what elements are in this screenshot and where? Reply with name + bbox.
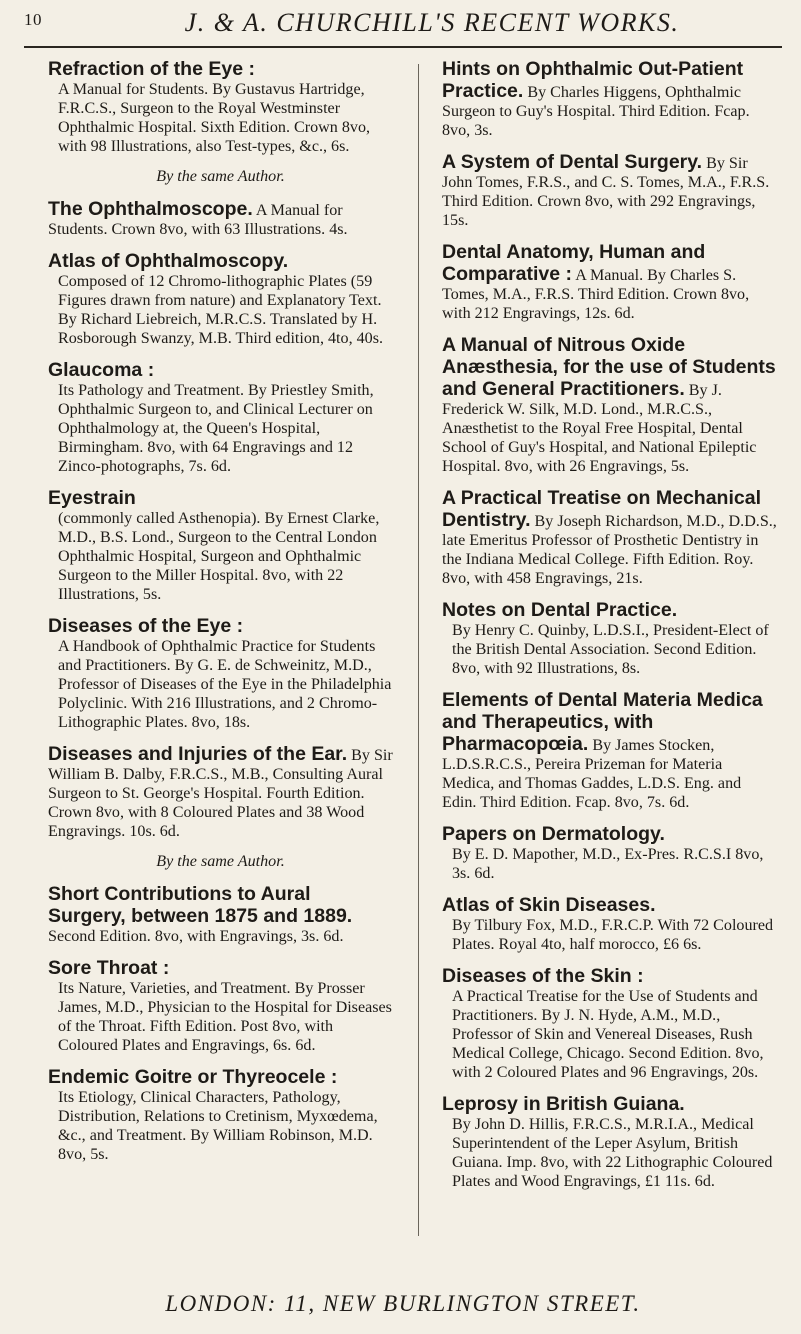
book-entry (48, 883, 393, 946)
book-description: By Sir John Tomes, F.R.S., and C. S. Tomes, M.A., F.R.S. Third Edition. Crown 8vo, with 292 Engravings, 15s. (442, 155, 770, 229)
book-entry (442, 599, 777, 678)
book-entry (442, 151, 777, 230)
book-entry (442, 689, 777, 812)
book-title: Endemic Goitre or Thyreocele : (48, 1066, 338, 1088)
book-entry (48, 743, 393, 841)
book-title: Atlas of Ophthalmoscopy. (48, 250, 289, 272)
book-description: By James Stocken, L.D.S.R.C.S., Pereira Prizeman for Materia Medica, and Thomas Gaddes, L.D.S. Eng. and Edin. Third Edition. Fcap. 8vo, 7s. 6d. (442, 737, 742, 811)
book-description: (commonly called Asthenopia). By Ernest Clarke, M.D., B.S. Lond., Surgeon to the Central London Ophthalmic Hospital, Surgeon and Ophthalmic Surgeon to the Miller Hospital. 8vo, with 22 Illustrations, 5s. (58, 510, 380, 603)
book-title: Sore Throat : (48, 957, 170, 979)
book-title: Leprosy in British Guiana. (442, 1093, 685, 1115)
book-entry (442, 334, 777, 476)
book-title: Papers on Dermatology. (442, 823, 665, 845)
book-entry (48, 58, 393, 156)
book-description: Its Pathology and Treatment. By Priestley Smith, Ophthalmic Surgeon to, and Clinical Lecturer on Ophthalmology at, the Queen's Hospital, Birmingham. 8vo, with 64 Engravings and 12 Zinco-photographs, 7s. 6d. (58, 382, 374, 475)
book-title: The Ophthalmoscope. (48, 198, 253, 220)
book-entry (48, 1066, 393, 1164)
book-entry (48, 615, 393, 732)
book-title: Dental Anatomy, Human and Comparative : (442, 241, 706, 285)
book-description: By Sir William B. Dalby, F.R.C.S., M.B., Consulting Aural Surgeon to St. George's Hospital. Fourth Edition. Crown 8vo, with 8 Coloured Plates and 38 Wood Engravings. 10s. 6d. (48, 747, 393, 840)
book-title: A System of Dental Surgery. (442, 151, 703, 173)
book-entry (442, 894, 777, 954)
book-title: Elements of Dental Materia Medica and Therapeutics, with Pharmacopœia. (442, 689, 763, 755)
book-description: Its Etiology, Clinical Characters, Pathology, Distribution, Relations to Cretinism, Myxœdema, &c., and Treatment. By William Robinson, M.D. 8vo, 5s. (58, 1089, 378, 1163)
book-title: A Manual of Nitrous Oxide Anæsthesia, for the use of Students and General Practitioners. (442, 334, 776, 400)
book-title: Eyestrain (48, 487, 136, 509)
book-entry (442, 241, 777, 323)
book-description: By Joseph Richardson, M.D., D.D.S., late Emeritus Professor of Prosthetic Dentistry in the Indiana Medical College. Fifth Edition. Roy. 8vo, with 458 Engravings, 21s. (442, 513, 777, 587)
book-description: Second Edition. 8vo, with Engravings, 3s. 6d. (48, 928, 344, 945)
book-description: A Manual. By Charles S. Tomes, M.A., F.R.S. Third Edition. Crown 8vo, with 212 Engravings, 12s. 6d. (442, 267, 750, 322)
book-title: Diseases of the Eye : (48, 615, 244, 637)
book-entry (48, 198, 393, 239)
book-description: Composed of 12 Chromo-lithographic Plates (59 Figures drawn from nature) and Explanatory Text. By Richard Liebreich, M.R.C.S. Translated by H. Rosborough Swanzy, M.B. Third edition, 4to, 40s. (58, 273, 384, 347)
book-description: Its Nature, Varieties, and Treatment. By Prosser James, M.D., Physician to the Hospital for Diseases of the Throat. Fifth Edition. Post 8vo, with Coloured Plates and Engravings, 6s. 6d. (58, 980, 392, 1054)
page-number: 10 (24, 10, 42, 29)
book-entry (48, 359, 393, 476)
book-title: Refraction of the Eye : (48, 58, 255, 80)
book-entry (442, 58, 777, 140)
book-entry (48, 487, 393, 604)
book-description: By Henry C. Quinby, L.D.S.I., President-Elect of the British Dental Association. Second Edition. 8vo, with 92 Illustrations, 8s. (452, 622, 769, 677)
left-column (48, 58, 393, 1175)
book-description: By John D. Hillis, F.R.C.S., M.R.I.A., Medical Superintendent of the Leper Asylum, British Guiana. Imp. 8vo, with 22 Lithographic Coloured Plates and Wood Engravings, £1 11s. 6d. (452, 1116, 773, 1190)
same-author-note: By the same Author. (156, 168, 285, 185)
right-column (442, 58, 777, 1202)
book-description: By E. D. Mapother, M.D., Ex-Pres. R.C.S.I 8vo, 3s. 6d. (452, 846, 764, 882)
book-title: Diseases and Injuries of the Ear. (48, 743, 348, 765)
book-entry (48, 250, 393, 348)
column-divider (418, 64, 419, 1236)
running-title: J. & A. CHURCHILL'S RECENT WORKS. (184, 8, 680, 37)
book-title: Short Contributions to Aural Surgery, between 1875 and 1889. (48, 883, 353, 927)
book-description: By Charles Higgens, Ophthalmic Surgeon to Guy's Hospital. Third Edition. Fcap. 8vo, 3s. (442, 84, 750, 139)
book-entry (442, 487, 777, 588)
book-entry (442, 965, 777, 1082)
running-head (24, 6, 782, 48)
book-description: By Tilbury Fox, M.D., F.R.C.P. With 72 Coloured Plates. Royal 4to, half morocco, £6 6s. (452, 917, 774, 953)
book-description: A Manual for Students. By Gustavus Hartridge, F.R.C.S., Surgeon to the Royal Westminster Ophthalmic Hospital. Sixth Edition. Crown 8vo, with 98 Illustrations, also Test-types, &c., 6s. (58, 81, 371, 155)
book-title: A Practical Treatise on Mechanical Dentistry. (442, 487, 761, 531)
book-title: Glaucoma : (48, 359, 155, 381)
book-description: By J. Frederick W. Silk, M.D. Lond., M.R.C.S., Anæsthetist to the Royal Free Hospital, Dental School of Guy's Hospital, and National Epileptic Hospital. 8vo, with 26 Engravings, 5s. (442, 382, 757, 475)
book-entry (48, 957, 393, 1055)
book-title: Notes on Dental Practice. (442, 599, 678, 621)
book-description: A Handbook of Ophthalmic Practice for Students and Practitioners. By G. E. de Schweinitz, M.D., Professor of Diseases of the Eye in the Philadelphia Polyclinic. With 216 Illustrations, and 2 Chromo-Lithographic Plates. 8vo, 18s. (58, 638, 392, 731)
same-author-note: By the same Author. (156, 853, 285, 870)
book-title: Hints on Ophthalmic Out-Patient Practice. (442, 58, 744, 102)
book-entry (442, 823, 777, 883)
book-title: Diseases of the Skin : (442, 965, 644, 987)
book-description: A Manual for Students. Crown 8vo, with 63 Illustrations. 4s. (48, 202, 348, 238)
book-description: A Practical Treatise for the Use of Students and Practitioners. By J. N. Hyde, A.M., M.D., Professor of Skin and Venereal Diseases, Rush Medical College, Chicago. Second Edition. 8vo, with 2 Coloured Plates and 96 Engravings, 20s. (452, 988, 764, 1081)
publisher-address: LONDON: 11, NEW BURLINGTON STREET. (165, 1291, 641, 1316)
book-title: Atlas of Skin Diseases. (442, 894, 656, 916)
book-entry (442, 1093, 777, 1191)
